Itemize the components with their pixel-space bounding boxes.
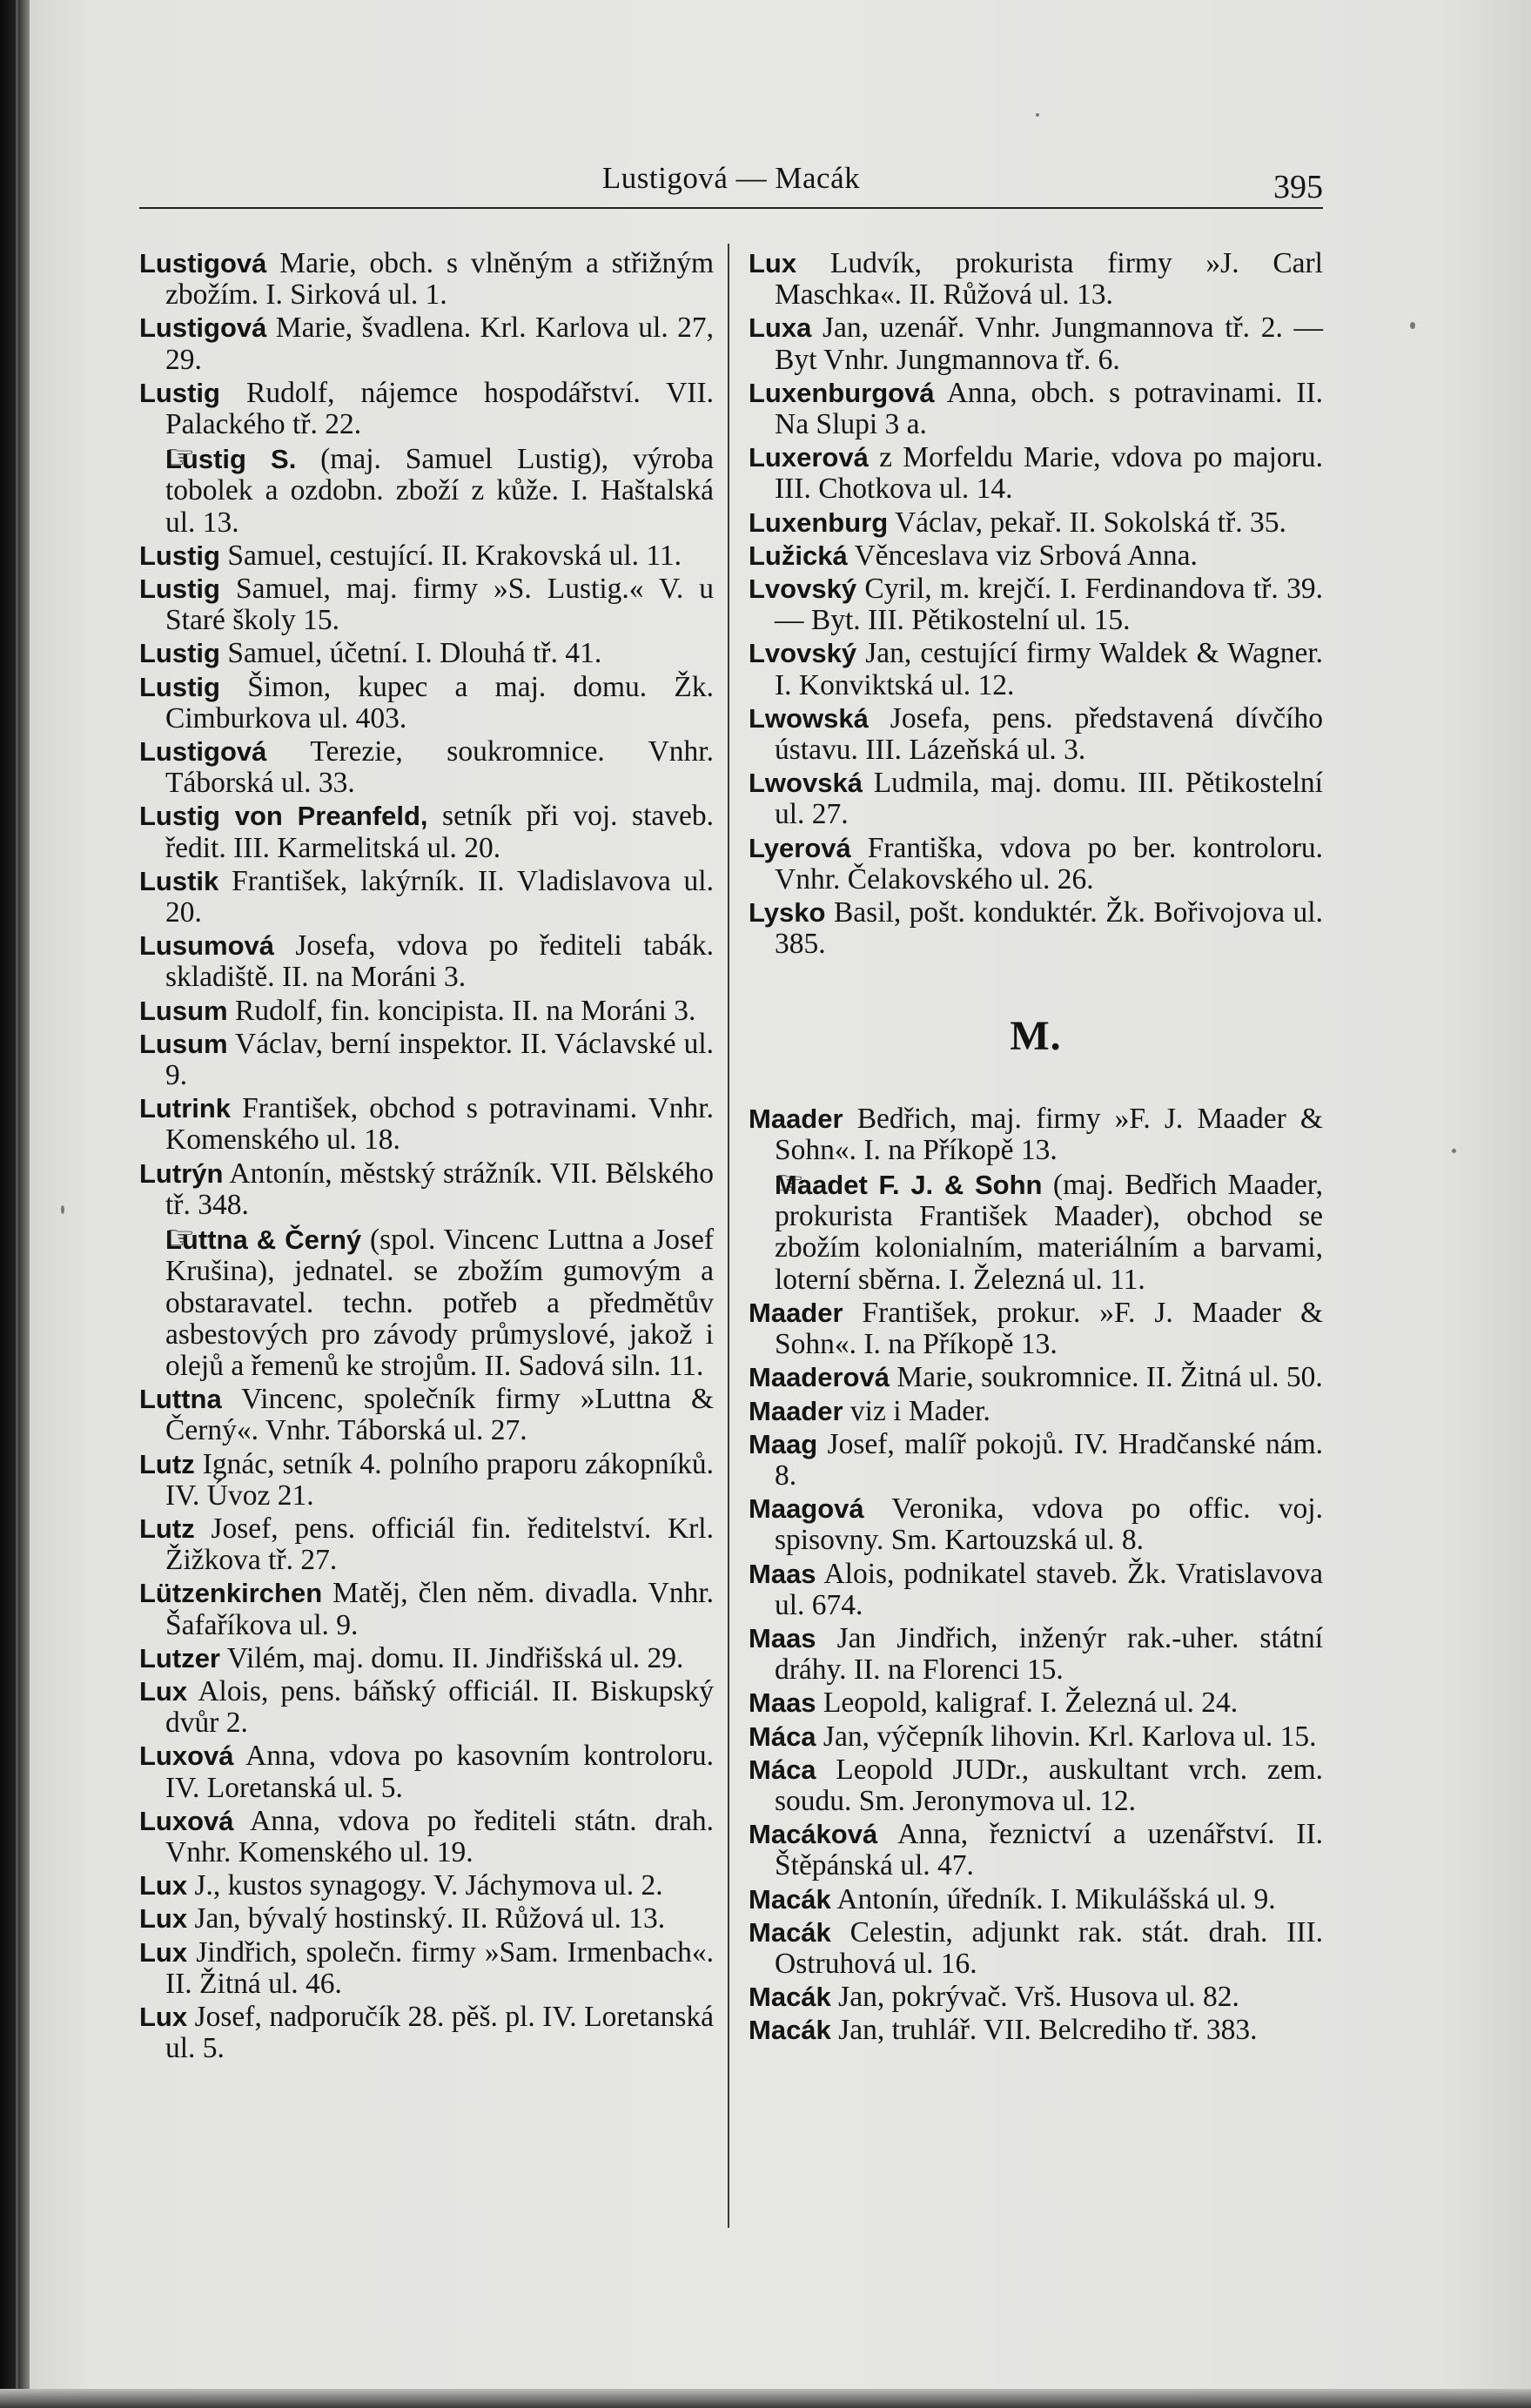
- directory-entry: [749, 1721, 1323, 1753]
- entry-name: Máca: [749, 1720, 816, 1752]
- entry-details: Jan, cestující firmy Waldek & Wagner. I. Konviktská ul. 12.: [775, 637, 1323, 701]
- entry-details: (maj. Bedřich Maader, prokurista František Maader), obchod se zbožím kolonialním, materiálním a barvami, loterní sběrna. I. Železná ul. 11.: [775, 1169, 1323, 1296]
- entry-details: Jindřich, společn. firmy »Sam. Irmenbach«. II. Žitná ul. 46.: [165, 1935, 714, 2000]
- directory-entry: [749, 1298, 1323, 1360]
- entry-details: (maj. Samuel Lustig), výroba tobolek a ozdobn. zboží z kůže. I. Haštalská ul. 13.: [165, 443, 714, 539]
- directory-entry: [749, 768, 1323, 830]
- entry-details: Šimon, kupec a maj. domu. Žk. Cimburkova ul. 403.: [165, 670, 714, 734]
- directory-entry: [749, 1982, 1323, 2013]
- entry-details: Josef, nadporučík 28. pěš. pl. IV. Loretanská ul. 5.: [165, 2000, 714, 2065]
- entry-details: J., kustos synagogy. V. Jáchymova ul. 2.: [187, 1869, 663, 1902]
- entry-details: Alois, pens. báňský officiál. II. Biskupský dvůr 2.: [165, 1674, 714, 1740]
- directory-entry: [749, 1493, 1323, 1556]
- directory-entry: [139, 1578, 714, 1640]
- entry-details: Václav, pekař. II. Sokolská tř. 35.: [888, 506, 1286, 539]
- directory-entry: [749, 1429, 1323, 1492]
- page-header: [139, 152, 1323, 205]
- entry-name: Lustig S.: [165, 444, 297, 475]
- entry-name: Luttna: [139, 1384, 222, 1415]
- entry-name: Maadet F. J. & Sohn: [775, 1170, 1043, 1201]
- header-rule: [139, 207, 1323, 209]
- directory-entry: [139, 442, 714, 539]
- directory-entry: [139, 930, 714, 993]
- entry-details: Josef, malíř pokojů. IV. Hradčanské nám. 8.: [775, 1427, 1323, 1492]
- entry-name: Lvovský: [749, 573, 857, 605]
- entry-name: Luxová: [139, 1805, 234, 1836]
- entry-name: Macák: [749, 1916, 831, 1948]
- entry-name: Lux: [139, 1936, 188, 1968]
- directory-entry: [139, 866, 714, 929]
- entry-name: Luxerová: [749, 442, 869, 473]
- directory-entry: [139, 573, 714, 636]
- directory-entry: [749, 540, 1323, 572]
- entry-details: Anna, obch. s potravinami. II. Na Slupi 3 a.: [775, 376, 1323, 441]
- entry-details: Vincenc, společník firmy »Luttna & Černý«. Vnhr. Táborská ul. 27.: [165, 1383, 714, 1447]
- entry-name: Lustig: [139, 540, 220, 571]
- entry-name: Lusumová: [139, 930, 275, 962]
- directory-entry: [139, 736, 714, 799]
- entry-details: Marie, soukromnice. II. Žitná ul. 50.: [889, 1361, 1323, 1394]
- page-number: 395: [1273, 169, 1323, 205]
- entry-details: Josef, pens. officiál fin. ředitelství. Krl. Žižkova tř. 27.: [165, 1512, 714, 1577]
- entry-name: Lvovský: [749, 638, 857, 669]
- directory-entry: [139, 672, 714, 734]
- entry-details: Věnceslava viz Srbová Anna.: [847, 539, 1198, 572]
- entry-name: Lustik: [139, 865, 219, 896]
- entry-name: Lustig: [139, 573, 220, 605]
- entry-details: Ignác, setník 4. polního praporu zákopníků. IV. Úvoz 21.: [165, 1447, 714, 1512]
- directory-entry: [749, 507, 1323, 539]
- entry-details: Rudolf, nájemce hospodářství. VII. Palackého tř. 22.: [165, 376, 714, 441]
- entry-name: Lustig: [139, 377, 220, 408]
- directory-entry: [749, 312, 1323, 375]
- entry-name: Lutz: [139, 1513, 195, 1544]
- directory-entry: [139, 2002, 714, 2064]
- directory-entry: [139, 1223, 714, 1382]
- directory-entry: [139, 378, 714, 440]
- directory-entry: [749, 1687, 1323, 1719]
- entry-name: Lustigová: [139, 248, 267, 278]
- entry-name: Maas: [749, 1687, 816, 1719]
- column-divider: [728, 244, 729, 2228]
- directory-entry: [749, 1362, 1323, 1393]
- entry-name: Máca: [749, 1754, 816, 1785]
- entry-details: Anna, vdova po řediteli státn. drah. Vnhr. Komenského ul. 19.: [165, 1804, 714, 1868]
- directory-entry: [139, 996, 714, 1027]
- entry-details: Jan Jindřich, inženýr rak.-uher. státní dráhy. II. na Florenci 15.: [775, 1621, 1323, 1687]
- entry-name: Lustigová: [139, 312, 267, 344]
- entry-name: Luxenburgová: [749, 377, 935, 408]
- entry-details: Ludmila, maj. domu. III. Pětikostelní ul. 27.: [775, 767, 1323, 831]
- entry-details: z Morfeldu Marie, vdova po majoru. III. Chotkova ul. 14.: [775, 441, 1323, 506]
- right-column: [749, 248, 1323, 2049]
- directory-entry: [139, 1676, 714, 1739]
- directory-entry: [139, 1937, 714, 2000]
- entry-details: Bedřich, maj. firmy »F. J. Maader & Sohn«. I. na Příkopě 13.: [775, 1102, 1323, 1166]
- spine-line: [16, 0, 18, 2408]
- entry-details: Samuel, účetní. I. Dlouhá tř. 41.: [220, 637, 602, 670]
- entry-name: Lustig: [139, 671, 220, 702]
- scan-speck: [1036, 113, 1039, 117]
- entry-name: Macák: [749, 1883, 831, 1915]
- entry-details: Václav, berní inspektor. II. Václavské ul. 9.: [165, 1027, 714, 1092]
- entry-details: Jan, výčepník lihovin. Krl. Karlova ul. 15.: [816, 1720, 1317, 1753]
- entry-name: Lwovská: [749, 768, 863, 799]
- entry-details: (spol. Vincenc Luttna a Josef Krušina), jednatel. se zbožím gumovým a obstaravatel. techn. potřeb a předmětův asbestových pro závody průmyslové, jakož i olejů a řemenů ke strojům. II. Sadová siln. 11.: [165, 1224, 714, 1382]
- right-column-m-entries: [749, 1103, 1323, 2047]
- entry-details: Jan, uzenář. Vnhr. Jungmannova tř. 2. — Byt Vnhr. Jungmannova tř. 6.: [775, 312, 1323, 376]
- scan-speck: [1410, 322, 1415, 329]
- directory-entry: [749, 1819, 1323, 1881]
- entry-name: Maag: [749, 1428, 818, 1459]
- entry-name: Lustig: [139, 638, 220, 669]
- entry-details: Terezie, soukromnice. Vnhr. Táborská ul. 33.: [165, 735, 714, 800]
- entry-name: Luxová: [139, 1741, 234, 1772]
- entry-name: Lwowská: [749, 702, 869, 734]
- directory-entry: [139, 801, 714, 863]
- entry-name: Lux: [749, 248, 797, 278]
- entry-details: Marie, švadlena. Krl. Karlova ul. 27, 29.: [165, 312, 714, 376]
- entry-name: Luxenburg: [749, 506, 889, 538]
- entry-details: Samuel, cestující. II. Krakovská ul. 11.: [220, 539, 682, 572]
- entry-name: Macák: [749, 1982, 831, 2013]
- entry-details: Cyril, m. krejčí. I. Ferdinandova tř. 39. — Byt. III. Pětikostelní ul. 15.: [775, 573, 1323, 637]
- entry-details: František, lakýrník. II. Vladislavova ul. 20.: [165, 864, 714, 929]
- entry-name: Maagová: [749, 1493, 864, 1525]
- entry-name: Lützenkirchen: [139, 1578, 323, 1609]
- directory-entry: [749, 1168, 1323, 1296]
- entry-name: Lutrink: [139, 1093, 232, 1124]
- entry-details: Antonín, městský strážník. VII. Bělského tř. 348.: [165, 1157, 714, 1221]
- directory-entry: [749, 1754, 1323, 1817]
- directory-entry: [749, 897, 1323, 960]
- entry-name: Maas: [749, 1558, 816, 1589]
- entry-details: Marie, obch. s vlněným a střižným zbožím. I. Sirková ul. 1.: [165, 247, 714, 312]
- entry-details: Matěj, člen něm. divadla. Vnhr. Šafaříkova ul. 9.: [165, 1577, 714, 1641]
- directory-entry: [139, 1384, 714, 1446]
- directory-entry: [139, 312, 714, 375]
- directory-entry: [749, 1396, 1323, 1427]
- directory-entry: [749, 2015, 1323, 2046]
- directory-entry: [139, 248, 714, 311]
- entry-name: Lux: [139, 1870, 188, 1902]
- directory-entry: [749, 378, 1323, 440]
- entry-details: Alois, podnikatel staveb. Žk. Vratislavova ul. 674.: [775, 1557, 1323, 1621]
- entry-details: Anna, vdova po kasovním kontroloru. IV. Loretanská ul. 5.: [165, 1740, 714, 1804]
- directory-entry: [749, 1917, 1323, 1980]
- directory-entry: [749, 573, 1323, 636]
- entry-name: Maader: [749, 1297, 843, 1328]
- entry-details: Ludvík, prokurista firmy »J. Carl Maschka«. II. Růžová ul. 13.: [775, 247, 1323, 312]
- entry-details: Františka, vdova po ber. kontroloru. Vnhr. Čelakovského ul. 26.: [775, 831, 1323, 895]
- directory-entry: [749, 248, 1323, 311]
- directory-entry: [139, 540, 714, 572]
- entry-details: Josefa, pens. představená dívčího ústavu. III. Lázeňská ul. 3.: [775, 701, 1323, 767]
- entry-details: Anna, řeznictví a uzenářství. II. Štěpánská ul. 47.: [775, 1818, 1323, 1882]
- page-bottom-edge: [0, 2389, 1531, 2408]
- directory-entry: [749, 703, 1323, 766]
- entry-name: Luxa: [749, 312, 812, 344]
- entry-details: Vilém, maj. domu. II. Jindřišská ul. 29.: [220, 1641, 684, 1674]
- entry-details: Antonín, úředník. I. Mikulášská ul. 9.: [830, 1882, 1276, 1915]
- entry-name: Lux: [139, 1903, 188, 1935]
- entry-details: Jan, bývalý hostinský. II. Růžová ul. 13.: [187, 1902, 666, 1935]
- directory-entry: [749, 833, 1323, 895]
- left-column: [139, 248, 714, 2066]
- entry-name: Luttna & Černý: [165, 1224, 362, 1256]
- entry-details: viz i Mader.: [843, 1394, 990, 1427]
- directory-entry: [749, 1623, 1323, 1686]
- right-column-l-entries: [749, 248, 1323, 960]
- entry-name: Lusum: [139, 995, 228, 1026]
- directory-entry: [139, 1093, 714, 1156]
- entry-name: Lutrýn: [139, 1157, 224, 1189]
- entry-name: Lustig von Preanfeld,: [139, 801, 428, 832]
- scan-speck: [1452, 1149, 1456, 1153]
- entry-details: Leopold JUDr., auskultant vrch. zem. soudu. Sm. Jeronymova ul. 12.: [775, 1753, 1323, 1817]
- directory-entry: [139, 1158, 714, 1221]
- entry-details: František, prokur. »F. J. Maader & Sohn«. I. na Příkopě 13.: [775, 1296, 1323, 1361]
- entry-details: Veronika, vdova po offic. voj. spisovny. Sm. Kartouzská ul. 8.: [775, 1492, 1323, 1557]
- entry-details: Celestin, adjunkt rak. stát. drah. III. Ostruhová ul. 16.: [775, 1915, 1323, 1980]
- entry-details: Samuel, maj. firmy »S. Lustig.« V. u Staré školy 15.: [165, 573, 714, 637]
- directory-entry: [749, 1103, 1323, 1166]
- entry-name: Lysko: [749, 897, 826, 929]
- entry-name: Macáková: [749, 1819, 878, 1850]
- entry-name: Lutz: [139, 1448, 195, 1479]
- scan-speck: [61, 1205, 64, 1214]
- entry-name: Lyerová: [749, 832, 851, 863]
- entry-details: Rudolf, fin. koncipista. II. na Moráni 3.: [227, 994, 696, 1027]
- letter-heading: M.: [1010, 1013, 1062, 1060]
- entry-name: Maader: [749, 1395, 843, 1426]
- directory-entry: [139, 1870, 714, 1902]
- entry-name: Macák: [749, 2015, 831, 2046]
- directory-entry: [749, 638, 1323, 701]
- entry-name: Lux: [139, 2001, 188, 2032]
- entry-name: Lustigová: [139, 736, 267, 768]
- entry-name: Lux: [139, 1675, 188, 1707]
- entry-details: Leopold, kaligraf. I. Železná ul. 24.: [816, 1687, 1239, 1720]
- book-binding: [0, 0, 30, 2408]
- entry-name: Maas: [749, 1622, 816, 1653]
- directory-entry: [749, 442, 1323, 505]
- entry-details: Jan, pokrývač. Vrš. Husova ul. 82.: [830, 1981, 1239, 2014]
- entry-details: František, obchod s potravinami. Vnhr. Komenského ul. 18.: [165, 1092, 714, 1157]
- entry-name: Lužická: [749, 540, 848, 571]
- entry-name: Maaderová: [749, 1362, 890, 1393]
- entry-details: Basil, pošt. konduktér. Žk. Bořivojova ul. 385.: [775, 896, 1323, 961]
- entry-details: Josefa, vdova po řediteli tabák. skladiště. II. na Moráni 3.: [165, 929, 714, 994]
- directory-entry: [139, 1806, 714, 1868]
- entry-name: Maader: [749, 1103, 843, 1134]
- directory-entry: [139, 1029, 714, 1091]
- directory-entry: [139, 1643, 714, 1674]
- directory-entry: [749, 1559, 1323, 1621]
- entry-name: Lutzer: [139, 1642, 220, 1674]
- directory-entry: [139, 1449, 714, 1512]
- directory-entry: [749, 1884, 1323, 1915]
- directory-entry: [139, 1903, 714, 1935]
- directory-entry: [139, 1513, 714, 1576]
- running-head: Lustigová — Macák: [601, 161, 861, 195]
- directory-entry: [139, 638, 714, 669]
- entry-details: Jan, truhlář. VII. Belcrediho tř. 383.: [830, 2014, 1258, 2047]
- entry-name: Lusum: [139, 1028, 228, 1059]
- directory-entry: [139, 1741, 714, 1803]
- entry-details: setník při voj. staveb. ředit. III. Karmelitská ul. 20.: [165, 800, 714, 864]
